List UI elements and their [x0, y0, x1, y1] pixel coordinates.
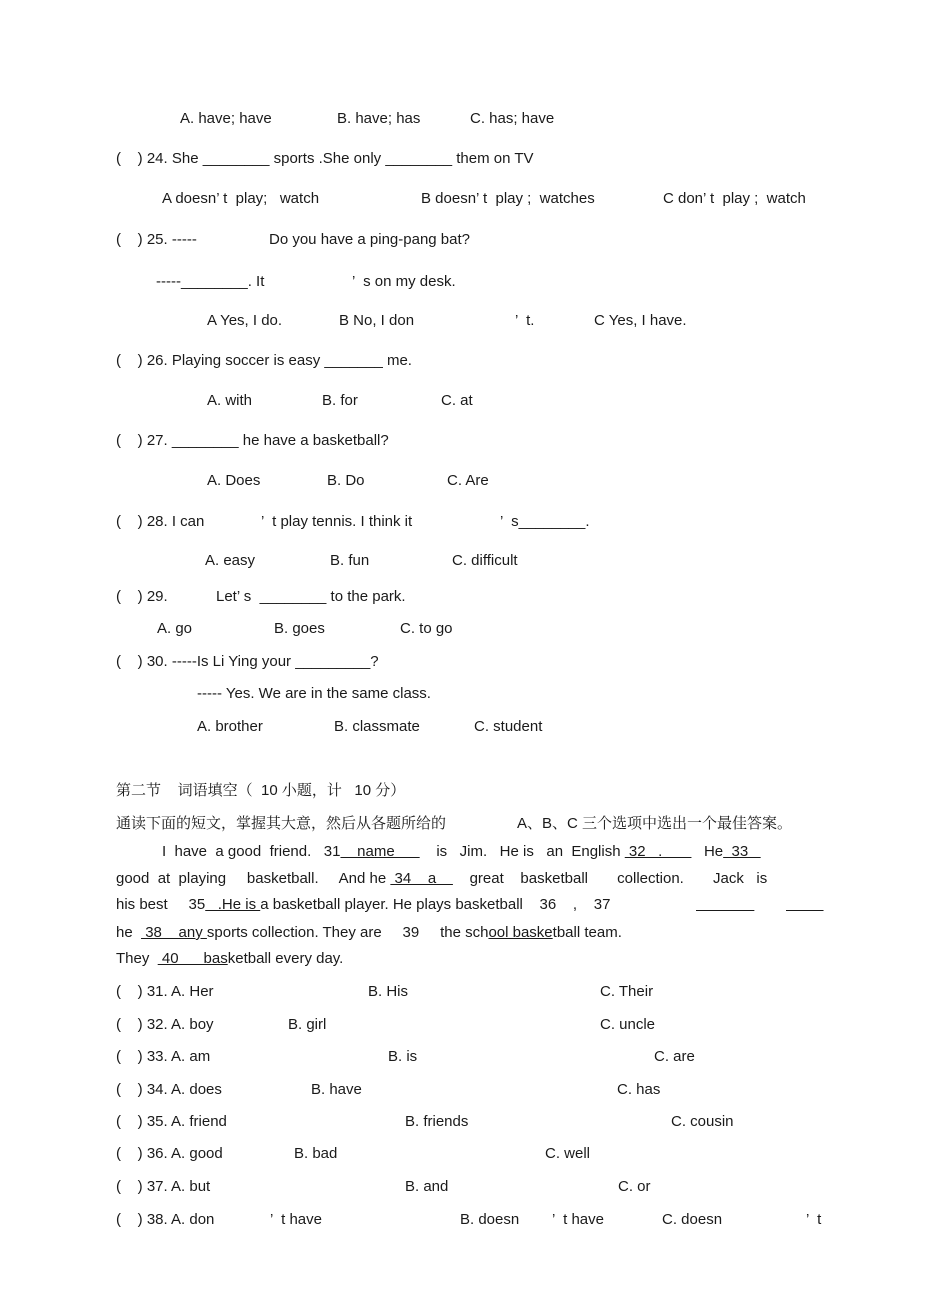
q24-option-a: A doesn’ t play; watch: [162, 190, 320, 207]
q26-option-b: B. for: [322, 392, 358, 409]
blank-31: name: [340, 843, 420, 860]
q23-option-c: C. has; have: [470, 110, 555, 127]
passage-text: sports collection. They are 39 the sch: [206, 924, 489, 941]
q28-option-a: A. easy: [205, 552, 256, 569]
q27-option-a: A. Does: [207, 472, 261, 489]
passage-text: he: [116, 924, 142, 941]
q27-option-b: B. Do: [327, 472, 365, 489]
q23-option-b: B. have; has: [337, 110, 421, 127]
q31-option-c: C. Their: [600, 983, 654, 1000]
blank-33: 33: [723, 843, 761, 860]
q35-option-c: C. cousin: [671, 1113, 734, 1130]
q25-number: ( ) 25. -----: [116, 231, 197, 248]
q31-stem: ( ) 31. A. Her: [116, 983, 214, 1000]
q34-stem: ( ) 34. A. does: [116, 1081, 222, 1098]
q26-stem: ( ) 26. Playing soccer is easy _______ me.: [116, 352, 412, 369]
passage-line-3: [116, 896, 610, 914]
section-title: 第二节 词语填空（ 10 小题，计 10 分）: [116, 782, 406, 799]
blank-38: 38 any: [141, 924, 207, 941]
q37-option-b: B. and: [405, 1178, 449, 1195]
q35-option-b: B. friends: [405, 1113, 469, 1130]
passage-text: good at playing basketball. And he: [116, 870, 391, 887]
q25-option-a: A Yes, I do.: [207, 312, 283, 329]
q38-option-c-end: ’ t: [806, 1211, 822, 1228]
q37-option-c: C. or: [618, 1178, 651, 1195]
q28-stem-mid: ’ t play tennis. I think it: [261, 513, 413, 530]
q29-option-c: C. to go: [400, 620, 453, 637]
q29-option-a: A. go: [157, 620, 193, 637]
q28-option-c: C. difficult: [452, 552, 518, 569]
q25-option-b: B No, I don: [339, 312, 415, 329]
q28-stem-end: ’ s________.: [500, 513, 590, 530]
q29-number: ( ) 29.: [116, 588, 168, 605]
passage-line-4: [116, 924, 622, 942]
q26-option-c: C. at: [441, 392, 473, 409]
passage-line-1: [162, 843, 761, 861]
section-instruction-end: A、B、C 三个选项中选出一个最佳答案。: [517, 815, 793, 832]
q34-option-b: B. have: [311, 1081, 362, 1098]
q24-option-c: C don’ t play ; watch: [663, 190, 806, 207]
q36-option-b: B. bad: [294, 1145, 338, 1162]
blank-39: ool baske: [488, 924, 553, 941]
q38-option-b-end: ’ t have: [552, 1211, 604, 1228]
section-instruction: 通读下面的短文，掌握其大意，然后从各题所给的: [116, 815, 447, 832]
q32-stem: ( ) 32. A. boy: [116, 1016, 214, 1033]
passage-text: They: [116, 950, 158, 967]
blank-35: .He is: [205, 896, 261, 913]
q27-stem: ( ) 27. ________ he have a basketball?: [116, 432, 389, 449]
q25-answer-end: ’ s on my desk.: [352, 273, 456, 290]
passage-line-2: [116, 870, 767, 888]
q25-option-b-end: ’ t.: [515, 312, 535, 329]
passage-text: I have a good friend. 31: [162, 843, 341, 860]
q33-option-c: C. are: [654, 1048, 695, 1065]
q38-option-b: B. doesn: [460, 1211, 520, 1228]
passage-text: a basketball player. He plays basketball 36 , 37: [260, 896, 611, 913]
q32-option-c: C. uncle: [600, 1016, 656, 1033]
passage-line-5: [116, 950, 343, 968]
q27-option-c: C. Are: [447, 472, 489, 489]
q35-stem: ( ) 35. A. friend: [116, 1113, 227, 1130]
passage-text: is Jim. He is an English: [419, 843, 625, 860]
passage-text: his best 35: [116, 896, 206, 913]
q38-option-a-end: ’ t have: [270, 1211, 322, 1228]
q38-stem: ( ) 38. A. don: [116, 1211, 215, 1228]
q33-option-b: B. is: [388, 1048, 418, 1065]
q28-option-b: B. fun: [330, 552, 370, 569]
q23-option-a: A. have; have: [180, 110, 272, 127]
blank-37: [786, 896, 824, 914]
q30-answer: ----- Yes. We are in the same class.: [197, 685, 431, 702]
q29-stem: Let’ s ________ to the park.: [216, 588, 406, 605]
q30-stem: ( ) 30. -----Is Li Ying your _________?: [116, 653, 379, 670]
blank-40: 40 bas: [157, 950, 228, 967]
q36-stem: ( ) 36. A. good: [116, 1145, 223, 1162]
q25-stem: Do you have a ping-pang bat?: [269, 231, 470, 248]
blank-32: 32 .: [624, 843, 692, 860]
q29-option-b: B. goes: [274, 620, 325, 637]
passage-text: He: [691, 843, 724, 860]
passage-text: ketball every day.: [227, 950, 344, 967]
q30-option-c: C. student: [474, 718, 543, 735]
passage-text: great basketball collection. Jack is: [452, 870, 768, 887]
passage-text: tball team.: [552, 924, 622, 941]
q33-stem: ( ) 33. A. am: [116, 1048, 211, 1065]
q32-option-b: B. girl: [288, 1016, 327, 1033]
q24-stem: ( ) 24. She ________ sports .She only ________ them on TV: [116, 150, 534, 167]
q25-answer-start: -----________. It: [156, 273, 265, 290]
q30-option-b: B. classmate: [334, 718, 420, 735]
q24-option-b: B doesn’ t play ; watches: [421, 190, 595, 207]
q37-stem: ( ) 37. A. but: [116, 1178, 211, 1195]
blank-34: 34 a: [390, 870, 453, 887]
q31-option-b: B. His: [368, 983, 409, 1000]
q34-option-c: C. has: [617, 1081, 661, 1098]
blank-36: [696, 896, 754, 914]
q38-option-c: C. doesn: [662, 1211, 723, 1228]
q28-number: ( ) 28. I can: [116, 513, 205, 530]
q26-option-a: A. with: [207, 392, 253, 409]
q25-option-c: C Yes, I have.: [594, 312, 687, 329]
q36-option-c: C. well: [545, 1145, 591, 1162]
q30-option-a: A. brother: [197, 718, 263, 735]
